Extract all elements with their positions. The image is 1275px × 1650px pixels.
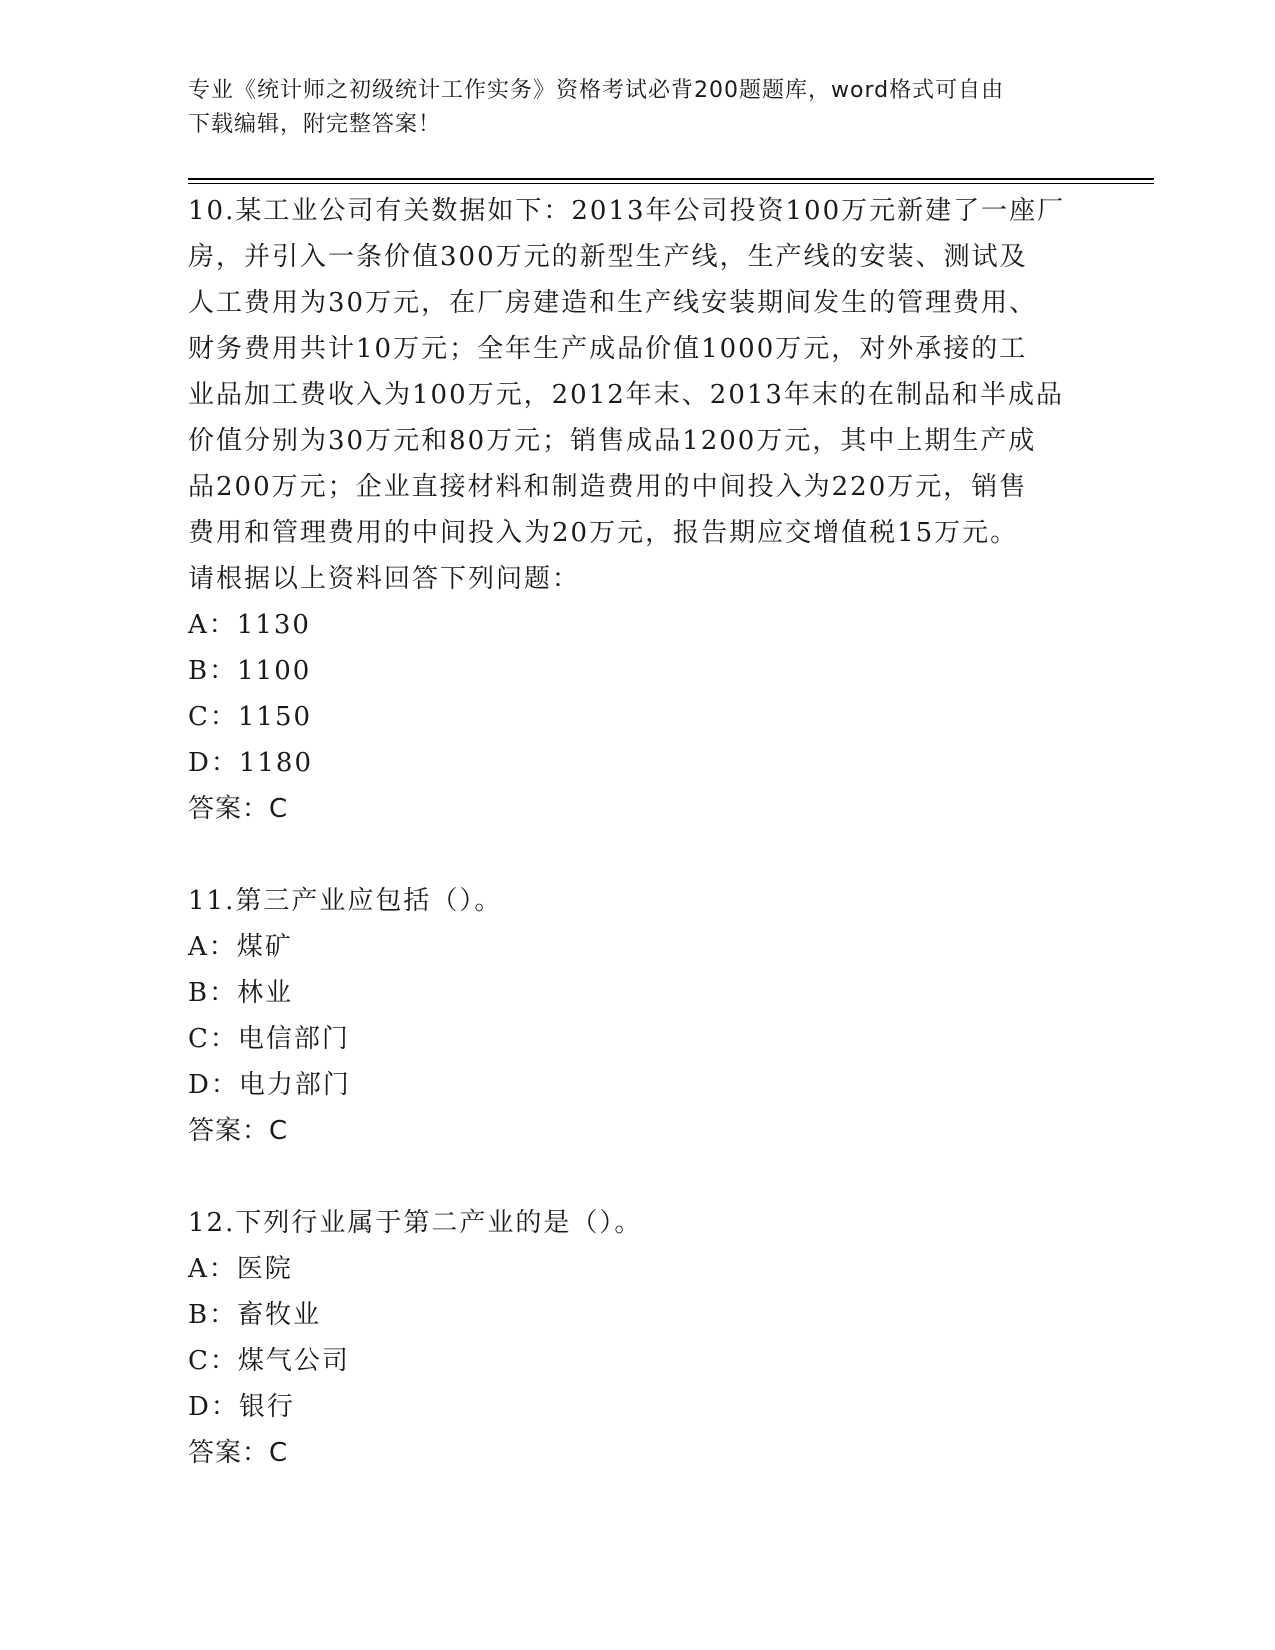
question-stem-line: 价值分别为30万元和80万元；销售成品1200万元，其中上期生产成 [188, 426, 1037, 456]
question-12 [188, 1200, 1088, 1476]
header-divider-thin [188, 183, 1154, 184]
header-line-2: 下载编辑，附完整答案！ [188, 112, 442, 137]
option-b: B：1100 [188, 656, 312, 686]
option-b: B：畜牧业 [188, 1300, 322, 1330]
option-a: A：1130 [188, 610, 311, 640]
question-11 [188, 878, 1088, 1154]
question-stem-line: 人工费用为30万元，在厂房建造和生产线安装期间发生的管理费用、 [188, 288, 1038, 318]
answer-line: 答案：C [188, 1438, 289, 1468]
option-d: D：银行 [188, 1392, 295, 1422]
question-spacer [188, 1154, 1088, 1200]
option-c: C：电信部门 [188, 1024, 350, 1054]
option-c: C：煤气公司 [188, 1346, 350, 1376]
question-stem-line: 10.某工业公司有关数据如下：2013年公司投资100万元新建了一座厂 [188, 196, 1066, 226]
question-stem-line: 房，并引入一条价值300万元的新型生产线，生产线的安装、测试及 [188, 242, 1028, 272]
answer-line: 答案：C [188, 1116, 289, 1146]
option-d: D：电力部门 [188, 1070, 351, 1100]
option-d: D：1180 [188, 748, 314, 778]
option-a: A：医院 [188, 1254, 293, 1284]
document-header [188, 74, 1088, 142]
question-stem-line: 12.下列行业属于第二产业的是（）。 [188, 1208, 643, 1238]
question-stem-line: 请根据以上资料回答下列问题： [188, 564, 581, 594]
option-b: B：林业 [188, 978, 294, 1008]
question-stem-line: 费用和管理费用的中间投入为20万元，报告期应交增值税15万元。 [188, 518, 1019, 548]
question-spacer [188, 832, 1088, 878]
question-10 [188, 188, 1088, 832]
header-divider-thick [188, 178, 1154, 180]
question-stem-line: 财务费用共计10万元；全年生产成品价值1000万元，对外承接的工 [188, 334, 1028, 364]
answer-line: 答案：C [188, 794, 289, 824]
option-c: C：1150 [188, 702, 313, 732]
option-a: A：煤矿 [188, 932, 293, 962]
question-list [188, 188, 1088, 1476]
header-line-1: 专业《统计师之初级统计工作实务》资格考试必背200题题库，word格式可自由 [188, 78, 1005, 103]
question-stem-line: 品200万元；企业直接材料和制造费用的中间投入为220万元，销售 [188, 472, 1028, 502]
question-stem-line: 业品加工费收入为100万元，2012年末、2013年末的在制品和半成品 [188, 380, 1064, 410]
question-stem-line: 11.第三产业应包括（）。 [188, 886, 503, 916]
